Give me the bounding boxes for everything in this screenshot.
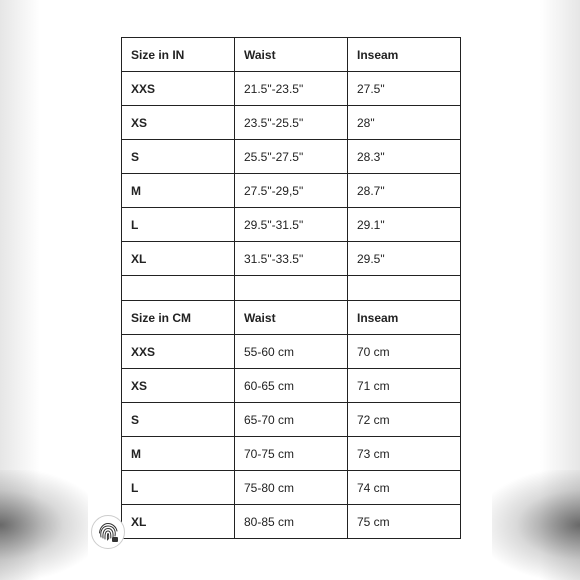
- empty-cell: [235, 276, 348, 301]
- waist-cell: 80-85 cm: [235, 505, 348, 539]
- size-cell: L: [122, 471, 235, 505]
- waist-cell: 31.5"-33.5": [235, 242, 348, 276]
- waist-cell: 25.5"-27.5": [235, 140, 348, 174]
- table-row: [122, 72, 461, 106]
- inseam-cell: 70 cm: [348, 335, 461, 369]
- table-row: [122, 242, 461, 276]
- table-row: [122, 369, 461, 403]
- spacer-row: [122, 276, 461, 301]
- waist-cell: 70-75 cm: [235, 437, 348, 471]
- size-cell: XS: [122, 369, 235, 403]
- inseam-cell: 27.5": [348, 72, 461, 106]
- inseam-cell: 28.3": [348, 140, 461, 174]
- waist-cell: 21.5"-23.5": [235, 72, 348, 106]
- size-cell: L: [122, 208, 235, 242]
- waist-cell: 29.5"-31.5": [235, 208, 348, 242]
- table-row: [122, 174, 461, 208]
- waist-cell: 55-60 cm: [235, 335, 348, 369]
- header-cell: Waist: [235, 301, 348, 335]
- fingerprint-icon-svg: [92, 516, 124, 548]
- size-cell: XXS: [122, 335, 235, 369]
- waist-cell: 27.5"-29,5": [235, 174, 348, 208]
- waist-cell: 75-80 cm: [235, 471, 348, 505]
- table-row: [122, 140, 461, 174]
- header-cell: Waist: [235, 38, 348, 72]
- inseam-cell: 75 cm: [348, 505, 461, 539]
- size-cell: M: [122, 174, 235, 208]
- shadow-right: [480, 470, 580, 580]
- fingerprint-icon[interactable]: [91, 515, 125, 549]
- empty-cell: [348, 276, 461, 301]
- size-cell: M: [122, 437, 235, 471]
- inseam-cell: 74 cm: [348, 471, 461, 505]
- waist-cell: 65-70 cm: [235, 403, 348, 437]
- waist-cell: 60-65 cm: [235, 369, 348, 403]
- table-row: [122, 471, 461, 505]
- inches-header-row: [122, 38, 461, 72]
- waist-cell: 23.5"-25.5": [235, 106, 348, 140]
- size-cell: S: [122, 403, 235, 437]
- empty-cell: [122, 276, 235, 301]
- inseam-cell: 28.7": [348, 174, 461, 208]
- header-cell: Inseam: [348, 301, 461, 335]
- table-row: [122, 335, 461, 369]
- table-row: [122, 505, 461, 539]
- cm-header-row: [122, 301, 461, 335]
- table-row: [122, 208, 461, 242]
- size-chart-table: [121, 37, 461, 539]
- table-row: [122, 403, 461, 437]
- table-row: [122, 106, 461, 140]
- shadow-left: [0, 470, 100, 580]
- inseam-cell: 29.5": [348, 242, 461, 276]
- size-cell: XL: [122, 242, 235, 276]
- header-cell: Size in IN: [122, 38, 235, 72]
- size-cell: XXS: [122, 72, 235, 106]
- size-cell: XS: [122, 106, 235, 140]
- inseam-cell: 29.1": [348, 208, 461, 242]
- inseam-cell: 71 cm: [348, 369, 461, 403]
- header-cell: Inseam: [348, 38, 461, 72]
- size-cell: XL: [122, 505, 235, 539]
- inseam-cell: 73 cm: [348, 437, 461, 471]
- table-row: [122, 437, 461, 471]
- size-cell: S: [122, 140, 235, 174]
- header-cell: Size in CM: [122, 301, 235, 335]
- inseam-cell: 28": [348, 106, 461, 140]
- inseam-cell: 72 cm: [348, 403, 461, 437]
